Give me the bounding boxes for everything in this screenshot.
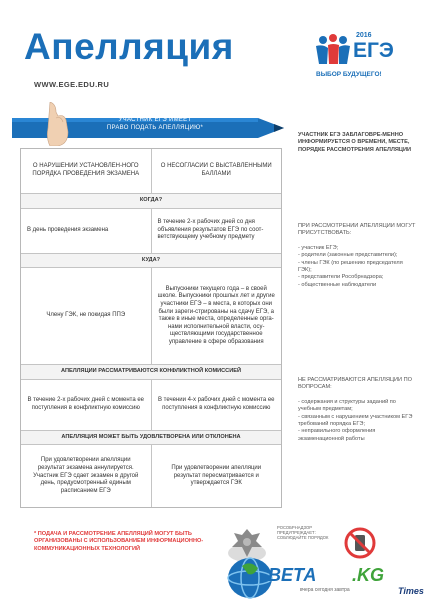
not-considered-title: НЕ РАССМАТРИВАЮТСЯ АПЕЛЛЯЦИИ ПО ВОПРОСАМ: (298, 377, 412, 391)
topic-procedure: О НАРУШЕНИИ УСТАНОВЛЕН-НОГО ПОРЯДКА ПРОВЕДЕНИЯ ЭКЗАМЕНА (32, 163, 140, 177)
not-considered-item: - связанным с нарушением участником ЕГЭ требований порядка ЕГЭ; (298, 413, 413, 428)
banner-line-2: ПРАВО ПОДАТЬ АПЕЛЛЯЦИЮ* (106, 125, 204, 131)
watermark-main: ВЕТА (268, 565, 317, 585)
present-item: - члены ГЭК (по решению председателя ГЭК); (298, 259, 403, 274)
globe-icon (212, 556, 424, 600)
where-procedure: Члену ГЭК, не покидая ППЭ (46, 312, 126, 319)
footnote: * ПОДАЧА И РАССМОТРЕНИЕ АПЕЛЛЯЦИЙ МОГУТ БЫТЬ ОРГАНИЗОВАНЫ С ИСПОЛЬЗОВАНИЕМ ИНФОРМАЦИОННО-КОММУНИКАЦИОННЫХ ТЕХНОЛОГИЙ (34, 531, 204, 552)
when-procedure: В день проведения экзамена (27, 226, 109, 233)
site-url[interactable]: WWW.EGE.EDU.RU (34, 80, 110, 89)
table-row-commission (21, 380, 281, 431)
present-title: ПРИ РАССМОТРЕНИИ АПЕЛЛЯЦИИ МОГУТ ПРИСУТСТВОВАТЬ: (298, 223, 416, 237)
table-row-where-header (21, 254, 281, 269)
present-item: - общественные наблюдатели (298, 281, 377, 288)
present-block (298, 223, 416, 289)
outcome-procedure: При удовлетворении апелляции результат экзамена аннулируется. Участник ЕГЭ сдает экзамен в другой день, предусмотренный единым расписанием ЕГЭ (33, 457, 139, 494)
commission-header: АПЕЛЛЯЦИИ РАССМАТРИВАЮТСЯ КОНФЛИКТНОЙ КОМИССИЕЙ (21, 365, 281, 379)
outcome-header: АПЕЛЛЯЦИЯ МОЖЕТ БЫТЬ УДОВЛЕТВОРЕНА ИЛИ ОТКЛОНЕНА (21, 431, 281, 445)
appeal-table (20, 148, 282, 508)
logo-year: 2016 (356, 32, 372, 39)
when-scores: В течение 2-х рабочих дней со дня объявления результатов ЕГЭ по соот-ветствующему учебному предмету (151, 209, 282, 253)
table-row-when (21, 209, 281, 254)
outcome-scores: При удовлетворении апелляции результат пересматривается и утверждается ГЭК (151, 445, 282, 507)
present-item: - участник ЕГЭ; (298, 244, 339, 251)
banner-text (80, 116, 230, 132)
topic-scores: О НЕСОГЛАСИИ С ВЫСТАВЛЕННЫМИ БАЛЛАМИ (151, 149, 282, 193)
table-row-commission-header (21, 365, 281, 380)
present-item: - родители (законные представители); (298, 252, 398, 259)
page-title: Апелляция (24, 26, 234, 67)
no-phone-icon (344, 527, 376, 559)
hand-icon (46, 102, 70, 146)
when-header: КОГДА? (21, 194, 281, 208)
watermark-tagline: вчера сегодня завтра (300, 587, 350, 593)
watermark-times: Times (398, 586, 424, 596)
rosobr-warning: РОСОБРНАДЗОР ПРЕДУПРЕЖДАЕТ: СОБЛЮДАЙТЕ ПОРЯДОК (277, 525, 329, 541)
not-considered-item: - неправильного оформления экзаменационной работы (298, 428, 376, 442)
where-header: КУДА? (21, 254, 281, 268)
table-row-outcome (21, 445, 281, 507)
notice-text: УЧАСТНИК ЕГЭ ЗАБЛАГОВРЕ-МЕННО ИНФОРМИРУЕТСЯ О ВРЕМЕНИ, МЕСТЕ, ПОРЯДКЕ РАССМОТРЕНИЯ АПЕЛЛЯЦИИ (298, 132, 412, 153)
not-considered-item: - содержания и структуры заданий по учебным предметам; (298, 398, 396, 413)
table-row-where (21, 268, 281, 365)
where-scores: Выпускники текущего года – в своей школе. Выпускники прошлых лет и другие участники ЕГЭ – в места, в которых они были зареги-стрированы на сдачу ЕГЭ, а также в иные места, определенные орга-нами исполнительной власти, осу-ществляющими государственное управление в сфере образования (151, 268, 282, 364)
table-row-outcome-header (21, 431, 281, 446)
logo-slogan: ВЫБОР БУДУЩЕГО! (316, 71, 382, 78)
watermark-kg: .KG (352, 565, 385, 585)
present-item: - представители Рособрнадзора; (298, 274, 384, 281)
commission-scores: В течении 4-х рабочих дней с момента ее поступления в конфликтную комиссию (151, 380, 282, 430)
not-considered-block (298, 377, 416, 443)
logo-word: ЕГЭ (353, 39, 394, 62)
table-row-topics (21, 149, 281, 194)
table-row-when-header (21, 194, 281, 209)
commission-procedure: В течение 2-х рабочих дней с момента ее поступления в конфликтную комиссию (27, 397, 144, 411)
banner-line-1: УЧАСТНИК ЕГЭ ИМЕЕТ (118, 117, 192, 123)
